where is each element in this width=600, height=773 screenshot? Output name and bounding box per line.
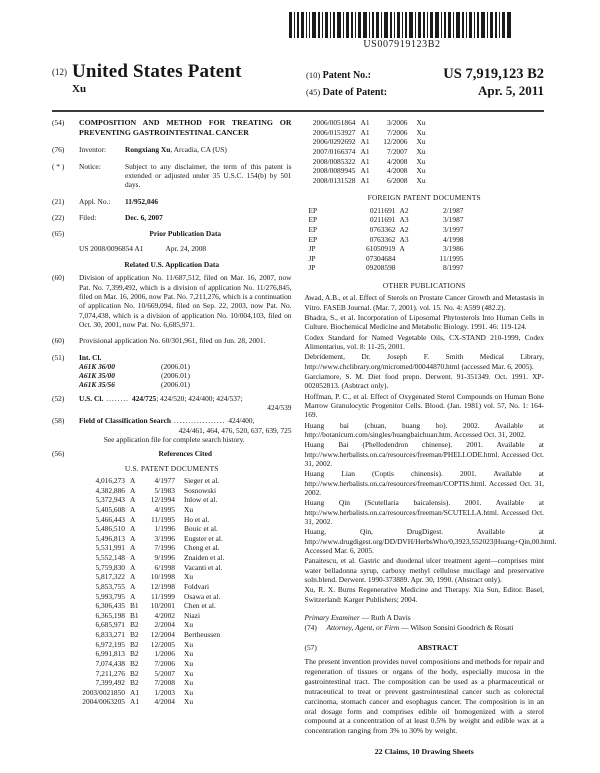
ref-date: 5/2007	[154, 668, 175, 678]
foreign-date: 3/1987	[442, 215, 464, 225]
ref-date: 12/2004	[150, 630, 175, 640]
ref-date: 4/2004	[154, 697, 175, 707]
ref-inventor-name: Xu	[184, 649, 194, 659]
int-cl-code: A61K 35/56	[79, 380, 115, 390]
ref-number: 2006/0292692	[312, 137, 356, 147]
ref-inventor-name: Xu	[416, 175, 426, 185]
examiner-block	[305, 613, 545, 633]
field-of-search-label: Field of Classification Search	[79, 416, 172, 426]
left-column	[52, 118, 292, 757]
int-cl-row	[79, 371, 292, 380]
ref-date: 4/2008	[386, 156, 408, 166]
foreign-kind-code: A2	[399, 224, 409, 234]
us-patent-ref-row	[52, 543, 292, 553]
foreign-country-code: JP	[308, 263, 316, 273]
patent-date: Apr. 5, 2011	[478, 83, 544, 99]
ref-date: 6/1998	[154, 562, 175, 572]
ref-kind-code: A	[130, 591, 136, 601]
foreign-date: 4/1998	[442, 234, 464, 244]
us-patent-ref-row	[305, 128, 545, 138]
foreign-country-code: JP	[308, 253, 316, 263]
us-patent-ref-row	[52, 611, 292, 621]
patent-header	[52, 62, 544, 100]
filed-section	[52, 213, 292, 222]
foreign-country-code: JP	[308, 244, 316, 254]
us-cl-section	[52, 394, 292, 413]
foreign-ref-list	[305, 206, 545, 273]
ref-kind-code: A1	[130, 697, 140, 707]
field-tag-56: (56)	[52, 449, 65, 459]
inventor-value: Rongxiang Xu, Arcadia, CA (US)	[125, 145, 227, 155]
ref-kind-code: A	[130, 553, 136, 563]
ref-number: 5,531,991	[95, 543, 125, 553]
ref-number: 2008/0131528	[312, 175, 356, 185]
foreign-number: 0763362	[369, 224, 396, 234]
ref-number: 6,306,435	[95, 601, 125, 611]
ref-date: 7/2007	[386, 146, 408, 156]
ref-inventor-name: Chen et al.	[184, 601, 216, 611]
foreign-kind-code: A3	[399, 234, 409, 244]
field-tag-65: (65)	[52, 229, 65, 239]
ref-inventor-name: Bertheussen	[184, 630, 221, 640]
ref-kind-code: A	[130, 572, 136, 582]
prior-publication-number: US 2008/0096854 A1	[79, 243, 144, 253]
field-of-search-value: 424/400,	[228, 416, 255, 426]
attorney-line: Attorney, Agent, or Firm — Wilson Sonsini Goodrich & Rosati	[326, 622, 514, 632]
ref-number: 5,993,795	[95, 591, 125, 601]
ref-date: 7/2006	[154, 658, 175, 668]
abstract-text: The present invention provides novel compositions and methods for repair and regeneration of tissues or organs of the body, especially mucosa in the gastrointestinal tract. The composition can be used as a pharmaceutical or nutraceutical to treat or prevent gastrointestinal cancer such as colorectal carcinoma, stomach cancer and esophagus cancer. The composition is in an oral dosage form and comprises edible oil homogenized with a sterol compound at a concentration of at least 0.5% by weight and edible wax at a concentration ranging from 3% to 30% by weight.	[304, 657, 544, 736]
us-patent-ref-row	[305, 137, 545, 147]
ref-kind-code: A1	[360, 146, 370, 156]
ref-date: 5/1983	[154, 485, 175, 495]
date-of-patent-label: (45) Date of Patent:	[306, 87, 388, 99]
us-patent-ref-row	[52, 515, 292, 525]
int-cl-label: Int. Cl.	[79, 352, 102, 362]
field-tag-60b: (60)	[52, 336, 65, 346]
us-patent-ref-row	[52, 572, 292, 582]
ref-number: 5,496,813	[95, 533, 125, 543]
ref-kind-code: A	[130, 543, 136, 553]
foreign-country-code: EP	[308, 224, 318, 234]
ref-date: 12/2006	[383, 137, 408, 147]
publication-item: Xu, R. X. Burns Regenerative Medicine and Therapy. Xia Sun, Editor. Basel, Switzerland: Karger Publishers; 2004.	[304, 585, 544, 604]
ref-inventor-name: Xu	[184, 504, 194, 514]
foreign-patent-documents-heading: FOREIGN PATENT DOCUMENTS	[367, 193, 481, 203]
publication-item: Huang, Qin, DrugDigest. Available at http://www.drugdigest.org/DD/DVH/HerbsWho/0,3923,552023|Huang+Qin,00.html. Accessed Mar. 6, 2005.	[304, 527, 557, 555]
leader-dots: ..................	[174, 416, 226, 426]
barcode-block	[288, 12, 516, 50]
foreign-kind-code	[396, 254, 418, 264]
ref-number: 7,399,492	[95, 678, 125, 688]
foreign-kind-code	[396, 263, 418, 273]
ref-number: 5,466,443	[95, 514, 125, 524]
ref-kind-code: A1	[360, 118, 370, 127]
ref-number: 2004/0063205	[82, 697, 125, 707]
ref-kind-code: B1	[130, 610, 139, 620]
us-patent-ref-row	[52, 659, 292, 669]
field-tag-58: (58)	[52, 416, 65, 426]
ref-inventor-name: Niazi	[184, 610, 201, 620]
separator-dash: —	[361, 612, 369, 622]
ref-date: 10/2001	[150, 601, 175, 611]
ref-kind-code: A	[130, 476, 136, 486]
ref-inventor-name: Cheng et al.	[184, 543, 220, 553]
references-cited-section	[52, 449, 292, 458]
us-patent-ref-list-continued	[305, 118, 545, 185]
foreign-date: 2/1987	[442, 205, 464, 215]
ref-inventor-name: Xu	[416, 156, 426, 166]
us-patent-ref-row	[305, 166, 545, 176]
ref-inventor-name: Ho et al.	[184, 514, 210, 524]
ref-kind-code: B2	[130, 639, 139, 649]
int-cl-version: (2006.01)	[161, 371, 190, 381]
ref-kind-code: B1	[130, 601, 139, 611]
us-patent-ref-row	[52, 649, 292, 659]
foreign-ref-row	[309, 235, 545, 245]
ref-kind-code: B2	[130, 630, 139, 640]
ref-date: 1/1996	[154, 524, 175, 534]
us-patent-ref-list	[52, 476, 292, 707]
ref-inventor-name: Bouic et al.	[184, 524, 218, 534]
foreign-date: 11/1995	[439, 253, 464, 263]
us-patent-ref-row	[52, 582, 292, 592]
foreign-number: 61050919	[365, 244, 396, 254]
ref-inventor-name: Xu	[416, 146, 426, 156]
other-publications-heading: OTHER PUBLICATIONS	[382, 281, 466, 291]
foreign-number: 09208598	[365, 263, 396, 273]
provisional-section	[52, 336, 292, 345]
ref-date: 1/2006	[154, 649, 175, 659]
field-tag-57: (57)	[304, 642, 317, 652]
inventor-label: Inventor:	[79, 145, 107, 155]
ref-inventor-name: Xu	[184, 639, 194, 649]
document-title: United States Patent	[72, 61, 242, 82]
notice-label: Notice:	[79, 161, 101, 171]
foreign-country-code: EP	[308, 215, 318, 225]
ref-number: 2006/0153927	[312, 127, 356, 137]
inventor-section	[52, 145, 292, 154]
ref-number: 6,972,195	[95, 639, 125, 649]
field-of-search-section	[52, 416, 292, 444]
ref-inventor-name: Vacanti et al.	[184, 562, 223, 572]
ref-number: 5,372,943	[95, 495, 125, 505]
header-divider	[52, 110, 544, 112]
us-patent-ref-row	[52, 553, 292, 563]
ref-date: 7/2008	[154, 678, 175, 688]
ref-number: 5,759,830	[95, 562, 125, 572]
foreign-number: 0211691	[369, 215, 396, 225]
us-cl-values: 424/725; 424/520; 424/400; 424/537;	[132, 393, 243, 403]
us-patent-ref-row	[52, 563, 292, 573]
foreign-number: 0211691	[369, 205, 396, 215]
foreign-ref-row	[309, 225, 545, 235]
foreign-country-code: EP	[308, 205, 318, 215]
ref-number: 6,685,971	[95, 620, 125, 630]
ref-number: 2008/0089945	[312, 166, 356, 176]
foreign-ref-row	[309, 263, 545, 273]
us-patent-ref-row	[52, 630, 292, 640]
field-of-search-wrap: 424/461, 464, 476, 520, 637, 639, 725	[178, 425, 292, 435]
int-cl-code: A61K 36/00	[79, 361, 115, 371]
int-cl-version: (2006.01)	[161, 361, 190, 371]
ref-kind-code: B2	[130, 668, 139, 678]
division-text: Division of application No. 11/687,512, filed on Mar. 16, 2007, now Pat. No. 7,399,492, which is a division of application No. 11/276,845, filed on Mar. 16, 2006, now Pat. No. 7,211,276, which is a continuation of application No. 10/669,094, filed on Sep. 22, 2003, now Pat. No. 7,074,438, which is a division of application No. 10/004,103, filed on Oct. 30, 2001, now Pat. No. 6,685,971.	[79, 273, 292, 329]
right-column	[304, 118, 557, 757]
publication-item: Bhadra, S., et al. Incorporation of Liposomal Phytosterols Into Human Cells in Culture. Biochemical Medicine and Metabolic Biology. 1991. 46: 119-124.	[304, 313, 544, 332]
kind-code-tag: (12)	[52, 67, 67, 77]
ref-inventor-name: Inlow et al.	[184, 495, 218, 505]
inventor-surname: Xu	[72, 82, 87, 95]
field-tag-54: (54)	[52, 118, 65, 127]
us-patent-ref-row	[52, 476, 292, 486]
abstract-section	[305, 643, 545, 757]
division-section	[52, 273, 292, 329]
ref-inventor-name: Xu	[184, 572, 194, 582]
ref-date: 6/2008	[386, 175, 408, 185]
references-cited-heading: References Cited	[158, 449, 212, 459]
ref-inventor-name: Znaiden et al.	[184, 553, 225, 563]
ref-date: 3/1996	[154, 533, 175, 543]
us-patent-ref-row	[52, 688, 292, 698]
ref-number: 5,486,510	[95, 524, 125, 534]
ref-number: 7,074,438	[95, 658, 125, 668]
ref-number: 2006/0051864	[312, 118, 356, 127]
field-tag-21: (21)	[52, 196, 65, 206]
field-tag-76: (76)	[52, 145, 65, 155]
publication-item: Huang Bai (Phellodendron chinense). 2001. Available at http://www.herbalists.on.ca/resources/freeman/PHELLODE.html. Accessed Oct. 31, 2002.	[304, 440, 544, 468]
publication-item: Debridement, Dr. Joseph F. Smith Medical Library, http://www.chclibrary.org/micromed/00044870.html (accessed Mar. 6, 2005).	[304, 352, 544, 371]
ref-inventor-name: Xu	[416, 166, 426, 176]
primary-examiner-label: Primary Examiner	[304, 612, 360, 622]
ref-inventor-name: Xu	[416, 127, 426, 137]
ref-number: 6,991,813	[95, 649, 125, 659]
appl-no-section	[52, 197, 292, 206]
ref-inventor-name: Xu	[184, 620, 194, 630]
foreign-kind-code: A3	[399, 215, 409, 225]
ref-date: 1/2003	[154, 687, 175, 697]
ref-date: 9/1996	[154, 553, 175, 563]
us-patent-ref-row	[52, 524, 292, 534]
us-patent-ref-row	[305, 157, 545, 167]
publication-item: Garciamore, S. M. Diet food prepn. Derwent. 91-351349. Oct. 1991. XP-002052813. (Asbtract only).	[304, 372, 544, 391]
ref-number: 7,211,276	[95, 668, 125, 678]
ref-kind-code: A	[130, 495, 136, 505]
ref-kind-code: A1	[360, 156, 370, 166]
invention-title: COMPOSITION AND METHOD FOR TREATING OR PREVENTING GASTROINTESTINAL CANCER	[79, 118, 292, 138]
int-cl-version: (2006.01)	[161, 380, 190, 390]
patent-no-label: (10) Patent No.:	[306, 70, 371, 81]
ref-kind-code: B2	[130, 620, 139, 630]
search-history-note: See application file for complete search history.	[103, 435, 245, 445]
invention-title-section	[52, 118, 292, 138]
us-patent-ref-row	[52, 697, 292, 707]
ref-kind-code: A	[130, 533, 136, 543]
filed-label: Filed:	[79, 212, 97, 222]
ref-number: 5,552,148	[95, 553, 125, 563]
ref-number: 5,817,322	[95, 572, 125, 582]
field-tag-22: (22)	[52, 212, 65, 222]
ref-kind-code: A1	[360, 175, 370, 185]
publication-item: Codex Standard for Named Vegetable Oils, CX-STAND 210-1999, Codex Alimentarius, vol. 8: 11-25, 2001.	[304, 332, 544, 352]
ref-number: 2007/0166374	[312, 146, 356, 156]
ref-kind-code: A	[130, 524, 136, 534]
us-patent-documents-heading: U.S. PATENT DOCUMENTS	[124, 463, 219, 473]
ref-date: 12/1994	[150, 495, 175, 505]
foreign-date: 8/1997	[442, 263, 464, 273]
us-cl-wrap-value: 424/539	[267, 403, 292, 413]
publications-list	[304, 293, 557, 604]
provisional-text: Provisional application No. 60/301,961, filed on Jun. 28, 2001.	[79, 336, 266, 346]
ref-date: 3/2006	[386, 118, 408, 127]
notice-text: Subject to any disclaimer, the term of this patent is extended or adjusted under 35 U.S.C. 154(b) by 501 days.	[125, 161, 292, 190]
ref-kind-code: B2	[130, 678, 139, 688]
ref-inventor-name: Sosnowski	[184, 485, 217, 495]
publication-item: Panaitescu, et al. Gastric and duodenal ulcer treatment agent—comprises mint water belladonna syrup, carboxy methyl cellulose mucilage and preservative soln.blend. Derwent. 1990-373889. Apr. 30, 1990. (Abstract only).	[304, 556, 544, 584]
ref-kind-code: A1	[130, 687, 140, 697]
foreign-ref-row	[309, 206, 545, 216]
foreign-country-code: EP	[308, 234, 318, 244]
related-application-heading: Related U.S. Application Data	[124, 259, 220, 269]
us-patent-ref-row	[52, 620, 292, 630]
int-cl-row	[79, 380, 292, 389]
ref-kind-code: B2	[130, 658, 139, 668]
us-patent-ref-row	[52, 678, 292, 688]
appl-no-value: 11/952,046	[125, 196, 159, 206]
ref-date: 4/2008	[386, 166, 408, 176]
notice-section	[52, 162, 292, 190]
claims-note: 22 Claims, 10 Drawing Sheets	[374, 747, 474, 757]
us-patent-ref-row	[52, 669, 292, 679]
prior-publication-date: Apr. 24, 2008	[165, 243, 207, 253]
ref-number: 4,382,886	[95, 485, 125, 495]
ref-number: 2008/0085322	[312, 156, 356, 166]
foreign-ref-row	[309, 244, 545, 254]
ref-inventor-name: Eugster et al.	[184, 533, 223, 543]
ref-date: 4/1977	[154, 476, 175, 486]
prior-publication-section	[52, 229, 292, 253]
us-patent-ref-row	[305, 118, 545, 128]
ref-kind-code: A	[130, 504, 136, 514]
foreign-ref-row	[309, 215, 545, 225]
foreign-ref-row	[309, 254, 545, 264]
leader-dots: ........	[106, 393, 130, 403]
ref-kind-code: A	[130, 485, 136, 495]
foreign-date: 3/1997	[442, 224, 464, 234]
ref-date: 4/2002	[154, 610, 175, 620]
publication-item: Awad, A.B., et al. Effect of Sterols on Prostate Cancer Growth and Metastasis in Vitro. FASEB Journal. (Mar. 7, 2001). vol. 15. No. 4: A599 (482.2).	[304, 293, 544, 312]
int-cl-row	[79, 362, 292, 371]
publication-item: Huang bai (chuan, huang bo). 2002. Available at http://botanicum.com/singles/huangbaichuan.htm. Accessed Oct. 31, 2002.	[304, 420, 544, 439]
ref-number: 5,405,608	[95, 504, 125, 514]
ref-number: 6,365,198	[95, 610, 125, 620]
primary-examiner-name: Ruth A Davis	[370, 612, 411, 622]
patent-number: US 7,919,123 B2	[443, 66, 544, 82]
us-patent-ref-row	[305, 147, 545, 157]
ref-kind-code: A	[130, 562, 136, 572]
ref-inventor-name: Xu	[416, 118, 426, 127]
us-patent-ref-row	[305, 176, 545, 186]
ref-date: 12/1998	[150, 581, 175, 591]
ref-date: 2/2004	[154, 620, 175, 630]
ref-inventor-name: Xu	[184, 658, 194, 668]
ref-inventor-name: Xu	[184, 668, 194, 678]
ref-inventor-name: Xu	[184, 687, 194, 697]
foreign-kind-code: A	[399, 244, 405, 254]
us-patent-ref-row	[52, 534, 292, 544]
ref-number: 2003/0021850	[82, 687, 125, 697]
ref-date: 7/2006	[386, 127, 408, 137]
notice-asterisk-tag: ( * )	[52, 161, 65, 171]
publication-item: Huang Qin (Scutellaria baicalensis). 2001. Available at http://www.herbalists.on.ca/resources/freeman/SCUTELLA.html. Accessed Oct. 31, 2002.	[304, 498, 544, 526]
ref-inventor-name: Foldvari	[184, 581, 210, 591]
us-patent-ref-row	[52, 640, 292, 650]
field-tag-60a: (60)	[52, 273, 65, 283]
us-patent-ref-row	[52, 592, 292, 602]
barcode-icon	[289, 12, 515, 38]
publication-item: Hoffman, P. C., et al. Effect of Oxygenated Sterol Compounds on Human Bone Marrow Granulocytic Progenitor Cells. Blood. (Jan. 1981) vol. 57, No. 1: 164-169.	[304, 391, 544, 420]
ref-date: 7/1996	[154, 543, 175, 553]
publication-item: Huang Lian (Coptis chinensis). 2001. Available at http://www.herbalists.on.ca/resources/freeman/COPTIS.html. Accessed Oct. 31, 2002.	[304, 469, 544, 497]
foreign-date: 3/1986	[442, 244, 464, 254]
ref-kind-code: A	[130, 514, 136, 524]
ref-kind-code: B2	[130, 649, 139, 659]
int-cl-code: A61K 35/00	[79, 371, 115, 381]
ref-number: 4,016,273	[95, 476, 125, 486]
ref-inventor-name: Sieger et al.	[184, 476, 220, 486]
ref-date: 4/1995	[154, 504, 175, 514]
ref-date: 11/1995	[151, 514, 175, 524]
ref-date: 12/2005	[150, 639, 175, 649]
ref-number: 6,833,271	[95, 630, 125, 640]
int-cl-list	[79, 362, 292, 390]
ref-number: 5,853,755	[95, 581, 125, 591]
field-tag-51: (51)	[52, 352, 65, 362]
appl-no-label: Appl. No.:	[79, 196, 111, 206]
us-cl-label: U.S. Cl.	[79, 393, 104, 403]
field-tag-52: (52)	[52, 393, 65, 403]
ref-kind-code: A1	[360, 137, 370, 147]
us-patent-ref-row	[52, 601, 292, 611]
us-patent-ref-row	[52, 495, 292, 505]
ref-date: 10/1998	[150, 572, 175, 582]
ref-inventor-name: Xu	[184, 697, 194, 707]
us-patent-ref-row	[52, 505, 292, 515]
filed-date: Dec. 6, 2007	[125, 212, 163, 222]
us-patent-ref-row	[52, 486, 292, 496]
foreign-number: 0763362	[369, 234, 396, 244]
ref-inventor-name: Xu	[184, 678, 194, 688]
abstract-heading: ABSTRACT	[417, 642, 458, 652]
ref-inventor-name: Osawa et al.	[184, 591, 221, 601]
ref-kind-code: A	[130, 581, 136, 591]
foreign-kind-code: A2	[399, 205, 409, 215]
ref-date: 11/1999	[151, 591, 175, 601]
field-tag-74: (74)	[304, 622, 317, 632]
foreign-number: 07304684	[365, 253, 396, 263]
int-cl-section	[52, 353, 292, 390]
prior-publication-heading: Prior Publication Data	[149, 229, 222, 239]
barcode-text: US007919123B2	[363, 39, 441, 50]
ref-kind-code: A1	[360, 127, 370, 137]
ref-inventor-name: Xu	[416, 137, 426, 147]
ref-kind-code: A1	[360, 166, 370, 176]
